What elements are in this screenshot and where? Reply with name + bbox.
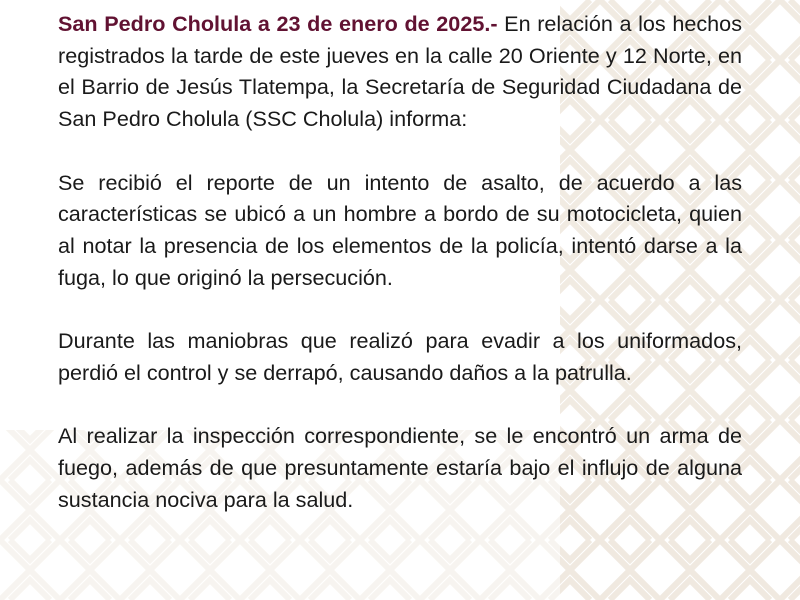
dateline: San Pedro Cholula a 23 de enero de 2025.- <box>58 11 498 36</box>
intro-text: En relación a los hechos registrados la tarde de este jueves en la calle 20 Oriente y 12 Norte, en el Barrio de Jesús Tlatempa, la Secretaría de Seguridad Ciudadana de San Pedro Cholula (SSC Cholula) informa: <box>58 11 742 132</box>
paragraph-inspection: Al realizar la inspección correspondiente, se le encontró un arma de fuego, además de que presuntamente estaría bajo el influjo de alguna sustancia nociva para la salud. <box>58 423 742 512</box>
press-release <box>58 8 742 547</box>
intro-paragraph <box>58 8 742 135</box>
paragraph-maneuvers: Durante las maniobras que realizó para evadir a los uniformados, perdió el control y se derrapó, causando daños a la patrulla. <box>58 328 742 385</box>
paragraph-report: Se recibió el reporte de un intento de asalto, de acuerdo a las características se ubicó a un hombre a bordo de su motocicleta, quien al notar la presencia de los elementos de la policía, intentó darse a la fuga, lo que originó la persecución. <box>58 169 742 290</box>
